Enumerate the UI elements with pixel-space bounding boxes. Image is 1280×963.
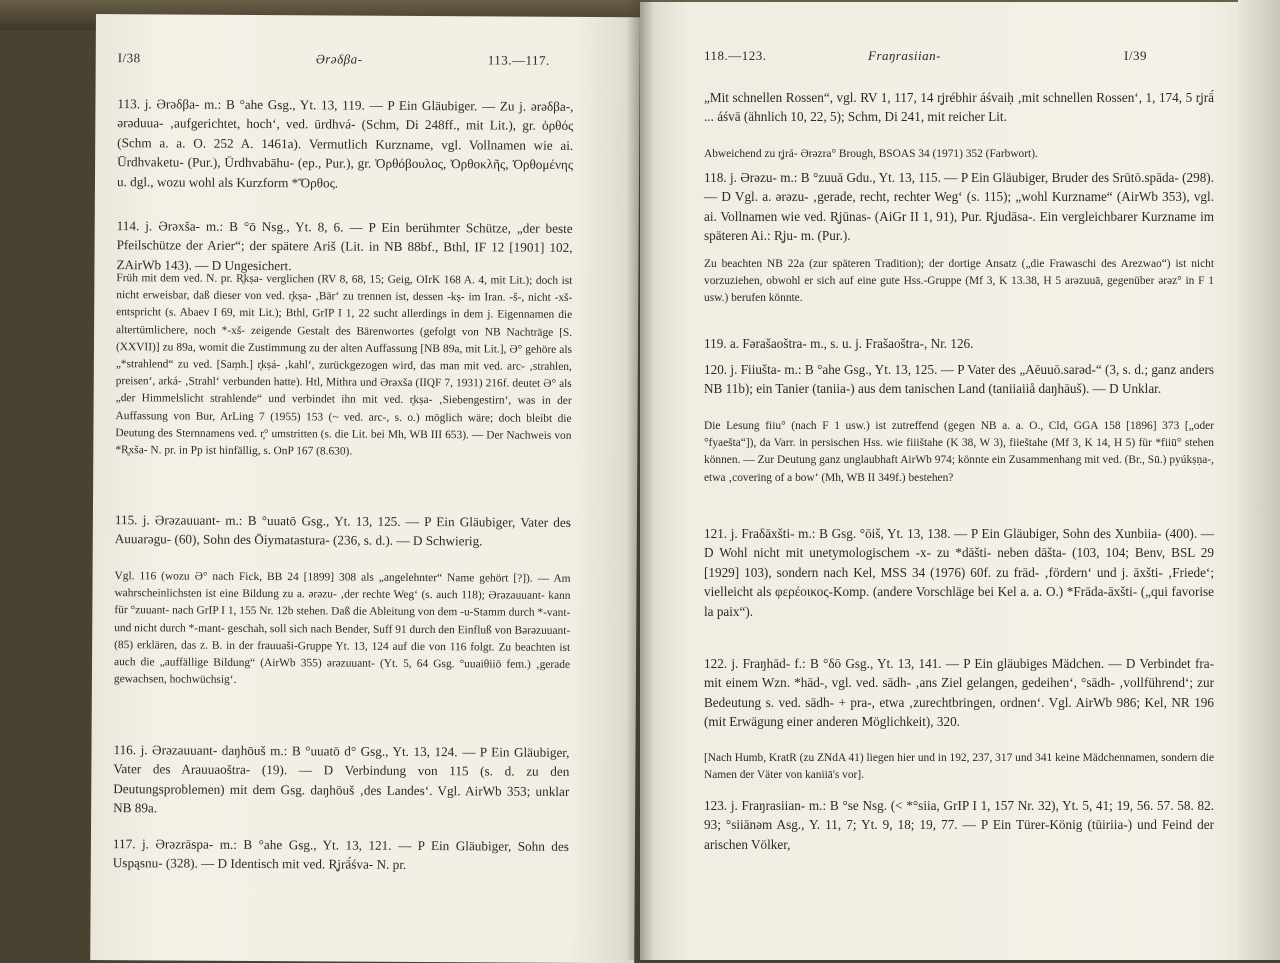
entry-118: 118. j. Ərəzu- m.: B °zuuā Gdu., Yt. 13, 115. — P Ein Gläubiger, Bruder des Srūtō.spāda- (298). — D Vgl. a. ərəzu- ‚gerade, recht, rechter Weg‘ (s. 115); „wohl Kurzname“ (AirWb 353), vgl. ai. Vollnamen wie ved. R̥jūnas- (AiGr II 1, 91), Pur. R̥judāsa-. Ein vergleichbarer Kurzname im späteren Ai.: R̥ju- m. (Pur.). xyxy=(704,170,1214,244)
note-114: Früh mit dem ved. N. pr. R̥kṣa- verglichen (RV 8, 68, 15; Geig, OIrK 168 A. 4, mit Lit.); doch ist nicht erweisbar, daß dieser von ved. r̥kṣa- ‚Bär‘ zu trennen ist, dessen -kṣ- im Iran. -š-, nicht -xš- entspricht (s. Abaev I 69, mit Lit.); Bthl, GrIP I 1, 22 sucht allerdings in dem j. Eigennamen die altertümlichere, noch *-xš- zeigende Gestalt des Bärenwortes (gefolgt von NB Nachträge [S. (XXVII)] zu 89a, womit die Zustimmung zu der alten Auffassung [NB 89a, mit Lit.], Ə° gehöre als „*strahlend“ zu ved. [Saṃh.] r̥kṣá- ‚kahl‘, zurückgezogen wird, das man mit ved. arc- ‚strahlen, preisen‘, arká- ‚Strahl‘ verbunden hatte). Htl, Mithra und Ərəxša (IIQF 7, 1931) 216f. deutet Ə° als „der Himmelslicht strahlende“ und verbindet ihn mit ved. r̥kṣa- ‚Siebengestirn‘, was in der Auffassung von Bur, ArLing 7 (1955) 153 (~ ved. arc-, s. o.) möglich wäre; doch bleibt die Deutung des Sternnamens ved. r̥° umstritten (s. die Lit. bei Mh, WB III 653). — Der Nachweis von *R̥xša- N. pr. in Pp ist hinfällig, s. OnP 167 (8.630). xyxy=(115,272,573,458)
right-page xyxy=(640,2,1256,960)
note-117: Abweichend zu r̥jrá- Ərəzra° Brough, BSOAS 34 (1971) 352 (Farbwort). xyxy=(704,148,1038,160)
page-edge xyxy=(1238,0,1280,960)
entry-121: 121. j. Fraδāxšti- m.: B Gsg. °ōiš, Yt. 13, 138. — P Ein Gläubiger, Sohn des Xunbiia- (400). — D Wohl nicht mit unetymologischem -x- zu *dāšti- neben dāšta- (103, 104; Benv, BSL 29 [1929] 103), sondern nach Kel, MSS 34 (1976) 60f. zu frād- ‚fördern‘ und j. āxšti- ‚Friede‘; vielleicht als φερέοικος-Komp. (andere Vorschläge bei Kel a. a. O.) *Frāda-āxšti- („qui favorise la paix“). xyxy=(704,526,1214,619)
note-122: [Nach Humb, KratR (zu ZNdA 41) liegen hier und in 192, 237, 317 und 341 keine Mädchennamen, sondern die Namen der Väter von kaniiā's vor]. xyxy=(704,752,1214,782)
left-entry-range: 113.—117. xyxy=(487,52,550,68)
note-118: Zu beachten NB 22a (zur späteren Tradition); der dortige Ansatz („die Frawaschi des Arezwao“) ist nicht vorzuziehen, obwohl er sich auf eine gute Hss.-Gruppe (Mf 3, K 13.38, H 5 arəzuuā, gegenüber ərəz° in F 1 usw.) berufen könnte. xyxy=(704,258,1214,305)
right-page-header xyxy=(640,48,1256,72)
note-120: Die Lesung fiiu° (nach F 1 usw.) ist zutreffend (gegen NB a. a. O., Cld, GGA 158 [1896] 373 [„oder °fyaešta“]), da Varr. in persischen Hss. wie fiiištahe (K 38, W 3), fiieštahe (Mf 3, K 14, H 5) für *fiiū° stehen können. — Zur Deutung ganz unglaubhaft AirWb 974; könnte ein Zusammenhang mit ved. (Br., Sū.) pyúkṣṇa-, etwa ‚covering of a bow‘ (Mh, WB II 349f.) bestehen? xyxy=(704,420,1214,484)
entry-117-continued: „Mit schnellen Rossen“, vgl. RV 1, 117, 14 r̥jrébhir áśvaiḥ ‚mit schnellen Rossen‘, 1, 174, 5 r̥jrā́ ... áśvā (ähnlich 10, 22, 5); Schm, Di 241, mit reicher Lit. xyxy=(704,90,1214,125)
right-running-head: Fraŋrasiian- xyxy=(868,48,941,63)
entry-120: 120. j. Fiiušta- m.: B °ahe Gsg., Yt. 13, 125. — P Vater des „Aēuuō.sarəd-“ (3, s. d.; ganz anders NB 11b); ein Tanier (taniia-) aus dem tanischen Land (taniiaiiå daŋhāuš). — D Unklar. xyxy=(704,362,1214,397)
entry-123: 123. j. Fraŋrasiian- m.: B °se Nsg. (< *°siia, GrIP I 1, 157 Nr. 32), Yt. 5, 41; 19, 56. 57. 58. 82. 93; °siiānəm Asg., Y. 11, 7; Yt. 9, 18; 19, 77. — P Ein Türer-König (tūiriia-) und Feind der arischen Völker, xyxy=(704,798,1214,852)
left-page-number: I/38 xyxy=(117,50,141,66)
left-running-head: Ərəδβa- xyxy=(315,51,363,67)
entry-113: 113. j. Ərəδβa- m.: B °ahe Gsg., Yt. 13, 119. — P Ein Gläubiger. — Zu j. ərəδβa-, ərəduua- ‚aufgerichtet, hoch‘, ved. ūrdhvá- (Schm, Di 248ff., mit Lit.), gr. ὀρθός (Schm a. a. O. 252 A. 1461a). Vermutlich Kurzname, vgl. Vollnamen wie ai. Ūrdhvaketu- (Pur.), Ūrdhvabāhu- (ep., Pur.), gr. Ὀρθόβουλος, Ὀρθοκλῆς, Ὀρθομένης u. dgl., wozu wohl als Kurzform *Ὄρθος. xyxy=(116,96,574,191)
left-page xyxy=(90,14,640,963)
left-page-header xyxy=(96,50,640,77)
entry-114: 114. j. Ərəxša- m.: B °ō Nsg., Yt. 8, 6. — P Ein berühmter Schütze, „der beste Pfeilschütze der Arier“; der spätere Ariš (Lit. in NB 88bf., Bthl, IF 12 [1901] 102, ZAirWb 143). — D Ungesichert. xyxy=(116,218,573,274)
right-entry-range: 118.—123. xyxy=(704,48,767,63)
right-page-number: I/39 xyxy=(1124,48,1147,63)
entry-116: 116. j. Ərəzauuant- daŋhōuš m.: B °uuatō d° Gsg., Yt. 13, 124. — P Ein Gläubiger, Vater des Arauuaoštra- (19). — D Verbindung von 115 (s. d. zu den Deutungsproblemen) mit dem Gsg. daŋhōuš ‚des Landes‘. Vgl. AirWb 353; unklar NB 89a. xyxy=(113,742,570,816)
entry-115: 115. j. Ərəzauuant- m.: B °uuatō Gsg., Yt. 13, 125. — P Ein Gläubiger, Vater des Auuarəgu- (60), Sohn des Ōiymatastura- (236, s. d.). — D Schwierig. xyxy=(114,512,571,549)
entry-119: 119. a. Fərašaoštra- m., s. u. j. Frašaoštra-, Nr. 126. xyxy=(704,336,974,351)
entry-122: 122. j. Fraŋhād- f.: B °δō Gsg., Yt. 13, 141. — P Ein gläubiges Mädchen. — D Verbindet fra- mit einem Wzn. *hād-, vgl. ved. sādh- ‚ans Ziel gelangen, gedeihen‘, °sādh- ‚vollführend‘; zur Bedeutung s. ved. sādh- + pra-, etwa ‚zurechtbringen, ordnen‘. Vgl. AirWb 986; Kel, NR 196 (mit Erwägung einer anderen Möglichkeit), 320. xyxy=(704,656,1214,730)
entry-117: 117. j. Ərəzrāspa- m.: B °ahe Gsg., Yt. 13, 121. — P Ein Gläubiger, Sohn des Uspąsnu- (328). — D Identisch mit ved. R̥jrā́śva- N. pr. xyxy=(112,836,569,873)
note-115: Vgl. 116 (wozu Ə° nach Fick, BB 24 [1899] 308 als „angelehnter“ Name gehört [?]). — Am wahrscheinlichsten ist eine Bildung zu a. ərəzu- ‚der rechte Weg‘ (s. auch 118); Ərəzauuant- kann für °zuuant- nach GrIP I 1, 155 Nr. 12b stehen. Daß die Ableitung von dem -u-Stamm durch *-vant- und nicht durch *-mant- geschah, soll sich nach Bender, Suff 91 durch den Einfluß von Bərəzuuant- (85) erklären, das z. B. in der frauuaši-Gruppe Yt. 13, 124 auf die von 116 folgt. Zu beachten ist auch die „auffällige Bildung“ (AirWb 355) ərəzuuant- (Yt. 5, 64 Gsg. °uuaiθiiō fem.) ‚gerade gewachsen, hochwüchsig‘. xyxy=(113,570,571,687)
